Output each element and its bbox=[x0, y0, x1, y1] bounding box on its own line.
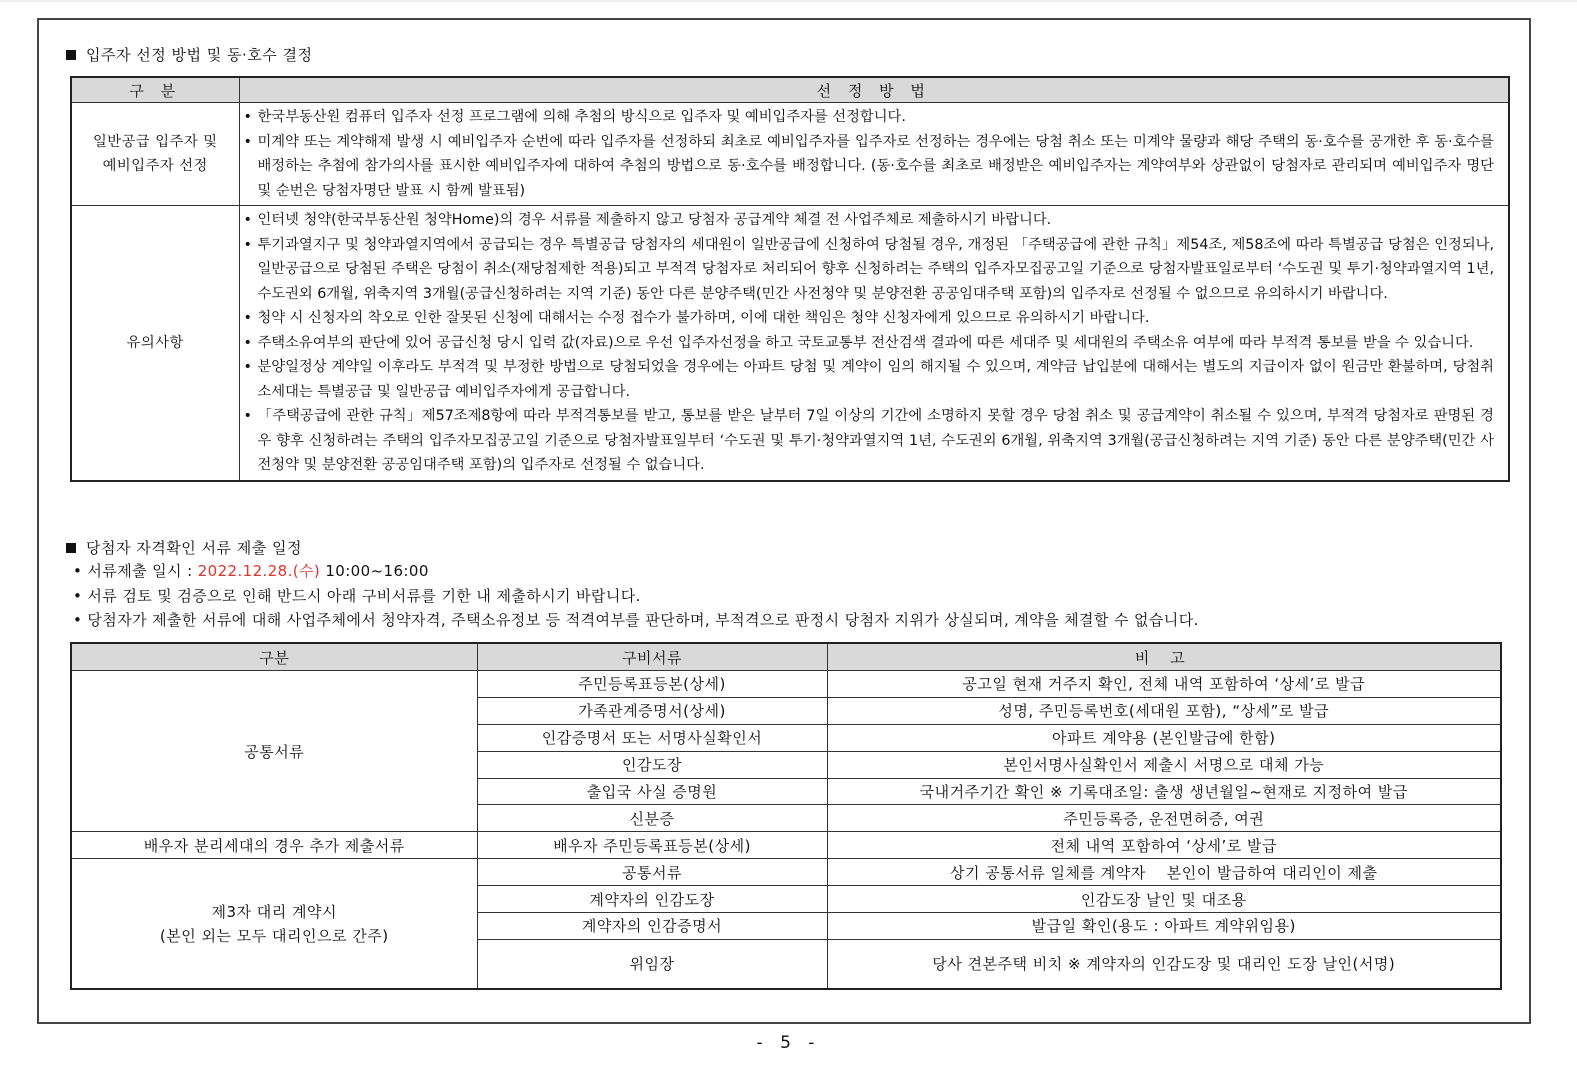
row-category: 일반공급 입주자 및 예비입주자 선정 bbox=[71, 103, 239, 206]
table-row: 계약자의 인감도장 인감도장 날인 및 대조용 bbox=[71, 886, 1501, 913]
schedule-bullet-date: • 서류제출 일시 : 2022.12.28.(수) 10:00~16:00 bbox=[73, 562, 429, 580]
square-bullet-icon bbox=[66, 543, 76, 553]
table-row: 가족관계증명서(상세) 성명, 주민등록번호(세대원 포함), “상세”로 발급 bbox=[71, 697, 1501, 724]
list-item: • 「주택공급에 관한 규칙」제57조제8항에 따라 부적격통보를 받고, 통보를 받은 날부터 7일 이상의 기간에 소명하지 못할 경우 당첨 취소 및 공급계약이 취소될 수 있으며, 부적격 당첨자로 판명된 경우 향후 신청하려는 주택의 입주자모집공고일 기준으로 당첨자발표일부터 ‘수도권 및 투기·청약과열지역 1년, 수도권외 6개월, 위축지역 3개월(공급신청하려는 지역 기준) 동안 다른 분양주택(민간 사전청약 및 분양전환 공공임대주택 포함)의 입주자로 선정될 수 없습니다. bbox=[243, 408, 1494, 473]
required-documents-table bbox=[70, 642, 1502, 990]
submission-date: 2022.12.28.(수) bbox=[197, 562, 321, 580]
group-category: 공통서류 bbox=[71, 671, 477, 832]
list-item: • 한국부동산원 컴퓨터 입주자 선정 프로그램에 의해 추첨의 방식으로 입주자 및 예비입주자를 선정합니다. bbox=[243, 109, 906, 125]
table-row: 인감증명서 또는 서명사실확인서 아파트 계약용 (본인발급에 한함) bbox=[71, 724, 1501, 751]
header-category: 구 분 bbox=[71, 77, 239, 103]
list-item: • 투기과열지구 및 청약과열지역에서 공급되는 경우 특별공급 당첨자의 세대원이 일반공급에 신청하여 당첨될 경우, 개정된 「주택공급에 관한 규칙」제54조, 제58조에 따라 특별공급 당첨은 인정되나, 일반공급으로 당첨된 주택은 당첨이 취소(재당첨제한 적용)되고 부적격 당첨자로 처리되어 향후 신청하려는 주택의 입주자모집공고일 기준으로 당첨자발표일로부터 ‘수도권 및 투기·청약과열지역 1년, 수도권외 6개월, 위축지역 3개월(공급신청하려는 지역 기준) 동안 다른 분양주택(민간 사전청약 및 분양전환 공공임대주택 포함)의 입주자로 선정될 수 없으므로 유의하시기 바랍니다. bbox=[243, 236, 1494, 302]
table-row: 배우자 분리세대의 경우 추가 제출서류 배우자 주민등록표등본(상세) 전체 내역 포함하여 ‘상세’로 발급 bbox=[71, 832, 1501, 859]
table-row: 출입국 사실 증명원 국내거주기간 확인 ※ 기록대조일: 출생 생년월일~현재로 지정하여 발급 bbox=[71, 778, 1501, 805]
table-row: 제3자 대리 계약시 (본인 외는 모두 대리인으로 간주) 공통서류 상기 공통서류 일체를 계약자 본인이 발급하여 대리인이 제출 bbox=[71, 859, 1501, 886]
list-item: • 청약 시 신청자의 착오로 인한 잘못된 신청에 대해서는 수정 접수가 불가하며, 이에 대한 책임은 청약 신청자에게 있으므로 유의하시기 바랍니다. bbox=[243, 310, 1150, 326]
row-body bbox=[239, 103, 1509, 206]
square-bullet-icon bbox=[66, 50, 76, 60]
schedule-bullet-review: • 서류 검토 및 검증으로 인해 반드시 아래 구비서류를 기한 내 제출하시기 바랍니다. bbox=[73, 586, 641, 605]
header-method: 선 정 방 법 bbox=[239, 77, 1509, 103]
group-category: 배우자 분리세대의 경우 추가 제출서류 bbox=[71, 832, 477, 859]
header-documents: 구비서류 bbox=[477, 643, 827, 671]
top-border-line bbox=[0, 0, 1577, 2]
list-item: • 미계약 또는 계약해제 발생 시 예비입주자 순번에 따라 입주자를 선정하되 최초로 예비입주자를 입주자로 선정하는 경우에는 당첨 취소 또는 미계약 물량과 해당 주택의 동·호수를 공개한 후 동·호수를 배정하는 추첨에 참가의사를 표시한 예비입주자에 대하여 추첨의 방법으로 동·호수를 배정합니다. (동·호수를 최초로 배정받은 예비입주자는 계약여부와 상관없이 당첨자로 관리되며 예비입주자 명단 및 순번은 당첨자명단 발표 시 함께 발표됨) bbox=[243, 133, 1494, 199]
list-item: • 주택소유여부의 판단에 있어 공급신청 당시 입력 값(자료)으로 우선 입주자선정을 하고 국토교통부 전산검색 결과에 따른 세대주 및 세대원의 주택소유 여부에 따라 부적격 통보를 받을 수 있습니다. bbox=[243, 334, 1474, 351]
table-row: 계약자의 인감증명서 발급일 확인(용도 : 아파트 계약위임용) bbox=[71, 913, 1501, 940]
section-title-selection: 입주자 선정 방법 및 동·호수 결정 bbox=[66, 44, 312, 65]
group-category: 제3자 대리 계약시 (본인 외는 모두 대리인으로 간주) bbox=[71, 859, 477, 989]
table-row bbox=[71, 206, 1509, 481]
list-item: • 인터넷 청약(한국부동산원 청약Home)의 경우 서류를 제출하지 않고 당첨자 공급계약 체결 전 사업주체로 제출하시기 바랍니다. bbox=[243, 212, 1052, 228]
table-row: 인감도장 본인서명사실확인서 제출시 서명으로 대체 가능 bbox=[71, 751, 1501, 778]
row-category: 유의사항 bbox=[71, 206, 239, 481]
header-remarks: 비 고 bbox=[827, 643, 1501, 671]
table-row bbox=[71, 103, 1509, 206]
header-category: 구분 bbox=[71, 643, 477, 671]
section-title-documents: 당첨자 자격확인 서류 제출 일정 bbox=[66, 537, 302, 558]
table-row: 신분증 주민등록증, 운전면허증, 여권 bbox=[71, 805, 1501, 832]
page-number: - 5 - bbox=[756, 1033, 821, 1053]
schedule-bullets bbox=[73, 559, 1199, 633]
schedule-bullet-eligibility: • 당첨자가 제출한 서류에 대해 사업주체에서 청약자격, 주택소유정보 등 적격여부를 판단하며, 부적격으로 판정시 당첨자 지위가 상실되며, 계약을 체결할 수 없습니다. bbox=[73, 611, 1199, 629]
list-item: • 분양일정상 계약일 이후라도 부적격 및 부정한 방법으로 당첨되었을 경우에는 아파트 당첨 및 계약이 임의 해지될 수 있으며, 계약금 납입분에 대해서는 별도의 지급이자 없이 원금만 환불하며, 당첨취소세대는 특별공급 및 일반공급 예비입주자에게 공급합니다. bbox=[243, 359, 1494, 400]
selection-method-table bbox=[70, 76, 1510, 482]
row-body bbox=[239, 206, 1509, 481]
table-row: 위임장 당사 견본주택 비치 ※ 계약자의 인감도장 및 대리인 도장 날인(서명) bbox=[71, 939, 1501, 989]
table-row: 공통서류 주민등록표등본(상세) 공고일 현재 거주지 확인, 전체 내역 포함하여 ‘상세’로 발급 bbox=[71, 671, 1501, 698]
